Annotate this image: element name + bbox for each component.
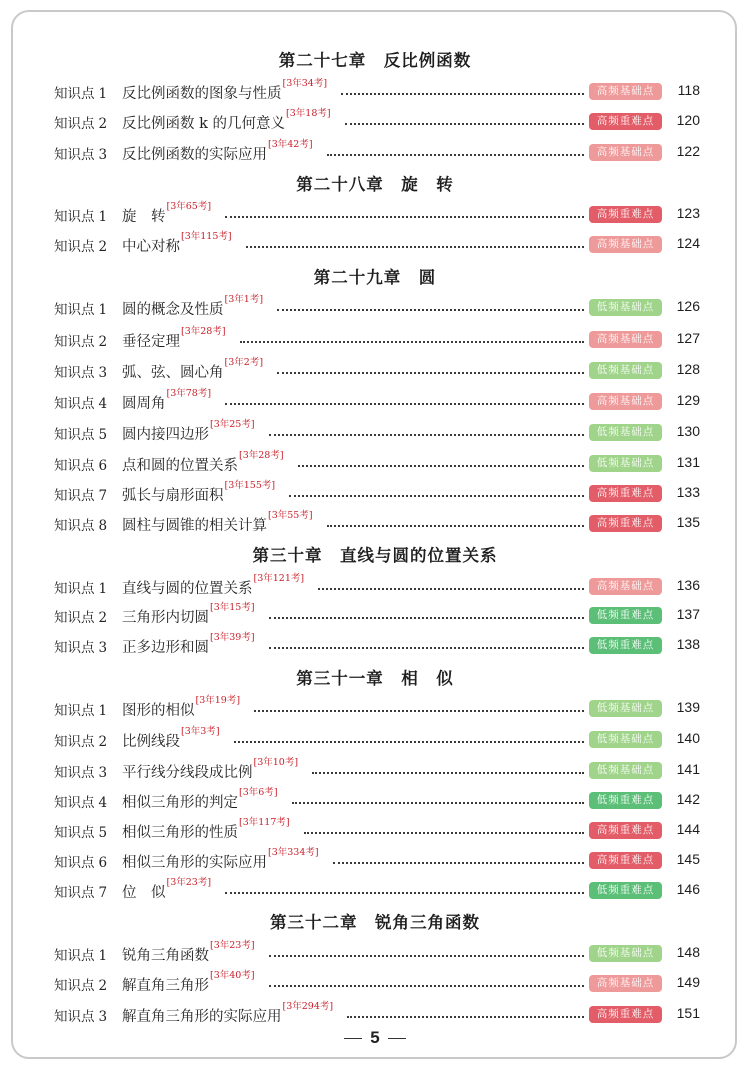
exam-frequency: [3年2考]: [224, 357, 264, 368]
dot-leader: [277, 309, 584, 311]
entry-title-wrap: [122, 108, 331, 133]
toc-entry[interactable]: [0, 141, 750, 167]
kp-prefix: 知识点: [54, 640, 95, 656]
entry-title[interactable]: 反比例函数 k 的几何意义: [122, 116, 286, 132]
page-ref[interactable]: 137: [676, 606, 700, 622]
kp-number: 5: [98, 427, 108, 443]
exam-frequency-text: 3年28考: [184, 326, 222, 337]
kp-prefix: 知识点: [54, 302, 95, 318]
exam-frequency: [3年15考]: [210, 602, 255, 613]
dot-leader: [269, 985, 584, 987]
toc-entry[interactable]: [0, 110, 750, 136]
toc-entry[interactable]: [0, 575, 750, 601]
exam-frequency-text: 3年39考: [213, 632, 251, 643]
kp-prefix: 知识点: [54, 855, 95, 871]
dot-leader: [225, 403, 584, 405]
entry-title-wrap: [122, 573, 305, 598]
dot-leader: [327, 154, 584, 156]
exam-frequency-text: 3年78考: [170, 388, 208, 399]
dot-leader: [225, 892, 584, 894]
exam-frequency: [3年78考]: [166, 388, 212, 399]
dot-leader: [269, 434, 584, 436]
category-badge: 高频基础点: [589, 83, 662, 100]
category-badge: 高频基础点: [589, 331, 662, 348]
kp-prefix: 知识点: [54, 458, 95, 474]
toc-entry[interactable]: [0, 942, 750, 968]
toc-entry[interactable]: [0, 819, 750, 845]
exam-frequency: [3年42考]: [268, 139, 313, 150]
knowledge-point-label: [54, 361, 107, 381]
entry-title-wrap: [122, 757, 299, 782]
knowledge-point-label: [54, 82, 107, 102]
page-ref[interactable]: 144: [676, 821, 700, 837]
entry-title[interactable]: 圆周角: [122, 396, 166, 412]
kp-prefix: 知识点: [54, 765, 95, 781]
exam-frequency: [3年1考]: [224, 294, 264, 305]
exam-frequency: [3年23考]: [166, 877, 212, 888]
knowledge-point-label: [54, 235, 107, 255]
entry-title-wrap: [122, 201, 212, 226]
kp-number: 6: [98, 458, 108, 474]
toc-entry[interactable]: [0, 879, 750, 905]
dot-leader: [269, 617, 584, 619]
category-badge: 高频基础点: [589, 578, 662, 595]
entry-title-wrap: [122, 695, 241, 720]
toc-entry[interactable]: [0, 849, 750, 875]
kp-prefix: 知识点: [54, 795, 95, 811]
exam-frequency-text: 3年42考: [271, 139, 309, 150]
exam-frequency-text: 3年6考: [242, 787, 274, 798]
page-ref[interactable]: 120: [676, 112, 700, 128]
entry-title[interactable]: 锐角三角函数: [122, 948, 209, 964]
kp-prefix: 知识点: [54, 488, 95, 504]
knowledge-point-label: [54, 944, 107, 964]
page-ref[interactable]: 151: [676, 1005, 700, 1021]
exam-frequency: [3年28考]: [181, 326, 226, 337]
toc-entry[interactable]: [0, 233, 750, 259]
dot-leader: [225, 216, 584, 218]
knowledge-point-label: [54, 636, 107, 656]
page-ref[interactable]: 126: [676, 298, 700, 314]
entry-title-wrap: [122, 817, 290, 842]
exam-frequency: [3年155考]: [224, 480, 276, 491]
exam-frequency: [3年334考]: [268, 847, 319, 858]
category-badge: 低频重难点: [589, 882, 662, 899]
entry-title[interactable]: 直线与圆的位置关系: [122, 581, 253, 597]
page-ref[interactable]: 141: [676, 761, 700, 777]
kp-number: 2: [98, 734, 108, 750]
category-badge: 低频基础点: [589, 945, 662, 962]
category-badge: 低频基础点: [589, 731, 662, 748]
footer-dash-right: [388, 1038, 406, 1039]
knowledge-point-label: [54, 851, 107, 871]
knowledge-point-label: [54, 112, 107, 132]
entry-title[interactable]: 相似三角形的性质: [122, 825, 238, 841]
exam-frequency-text: 3年121考: [257, 573, 301, 584]
kp-prefix: 知识点: [54, 825, 95, 841]
exam-frequency-text: 3年65考: [170, 201, 208, 212]
dot-leader: [312, 772, 584, 774]
exam-frequency-text: 3年25考: [213, 419, 251, 430]
exam-frequency-text: 3年19考: [199, 695, 237, 706]
toc-entry[interactable]: [0, 972, 750, 998]
kp-prefix: 知识点: [54, 978, 95, 994]
kp-prefix: 知识点: [54, 86, 95, 102]
page-ref[interactable]: 138: [676, 636, 700, 652]
dot-leader: [298, 465, 584, 467]
kp-number: 2: [98, 978, 108, 994]
kp-number: 1: [98, 948, 108, 964]
exam-frequency: [3年115考]: [181, 231, 232, 242]
category-badge: 高频重难点: [589, 1006, 662, 1023]
exam-frequency-text: 3年3考: [184, 726, 216, 737]
exam-frequency-text: 3年1考: [228, 294, 260, 305]
page-ref[interactable]: 129: [676, 392, 700, 408]
page-ref[interactable]: 136: [676, 577, 700, 593]
entry-title[interactable]: 比例线段: [122, 734, 180, 750]
exam-frequency-text: 3年23考: [170, 877, 208, 888]
page-ref[interactable]: 124: [676, 235, 700, 251]
page-ref[interactable]: 131: [676, 454, 700, 470]
category-badge: 高频重难点: [589, 206, 662, 223]
dot-leader: [347, 1016, 584, 1018]
exam-frequency-text: 3年294考: [286, 1001, 330, 1012]
entry-title[interactable]: 圆柱与圆锥的相关计算: [122, 518, 267, 534]
knowledge-point-label: [54, 423, 107, 443]
entry-title[interactable]: 弧、弦、圆心角: [122, 365, 224, 381]
kp-number: 8: [98, 518, 108, 534]
kp-number: 3: [98, 765, 108, 781]
toc-entry[interactable]: [0, 452, 750, 478]
dot-leader: [269, 955, 584, 957]
entry-title[interactable]: 圆内接四边形: [122, 427, 209, 443]
kp-prefix: 知识点: [54, 734, 95, 750]
dot-leader: [254, 710, 584, 712]
kp-prefix: 知识点: [54, 365, 95, 381]
page-ref[interactable]: 145: [676, 851, 700, 867]
knowledge-point-label: [54, 298, 107, 318]
category-badge: 低频基础点: [589, 362, 662, 379]
page-footer: [0, 1028, 750, 1048]
knowledge-point-label: [54, 730, 107, 750]
exam-frequency: [3年34考]: [282, 78, 328, 89]
exam-frequency-text: 3年155考: [228, 480, 272, 491]
category-badge: 低频基础点: [589, 455, 662, 472]
kp-number: 2: [98, 610, 108, 626]
entry-title-wrap: [122, 78, 328, 103]
category-badge: 高频基础点: [589, 236, 662, 253]
entry-title-wrap: [122, 1001, 334, 1026]
kp-number: 5: [98, 825, 108, 841]
kp-number: 1: [98, 302, 108, 318]
entry-title-wrap: [122, 940, 255, 965]
kp-number: 1: [98, 703, 108, 719]
page-ref[interactable]: 127: [676, 330, 700, 346]
entry-title[interactable]: 圆的概念及性质: [122, 302, 224, 318]
knowledge-point-label: [54, 699, 107, 719]
entry-title[interactable]: 解直角三角形的实际应用: [122, 1009, 282, 1025]
entry-title-wrap: [122, 787, 278, 812]
category-badge: 低频基础点: [589, 762, 662, 779]
chapter-title: 第三十一章 相 似: [296, 669, 454, 688]
exam-frequency-text: 3年10考: [257, 757, 295, 768]
kp-number: 7: [98, 885, 108, 901]
toc-entry[interactable]: [0, 296, 750, 322]
exam-frequency: [3年65考]: [166, 201, 212, 212]
kp-number: 3: [98, 147, 108, 163]
category-badge: 低频基础点: [589, 700, 662, 717]
exam-frequency-text: 3年117考: [242, 817, 286, 828]
kp-number: 6: [98, 855, 108, 871]
toc-entry[interactable]: [0, 390, 750, 416]
kp-number: 2: [98, 334, 108, 350]
knowledge-point-label: [54, 761, 107, 781]
toc-entry[interactable]: [0, 328, 750, 354]
category-badge: 高频基础点: [589, 144, 662, 161]
exam-frequency-text: 3年28考: [242, 450, 280, 461]
kp-prefix: 知识点: [54, 1009, 95, 1025]
chapter-title: 第二十八章 旋 转: [296, 175, 454, 194]
entry-title[interactable]: 相似三角形的实际应用: [122, 855, 267, 871]
kp-number: 1: [98, 209, 108, 225]
category-badge: 高频重难点: [589, 113, 662, 130]
category-badge: 低频重难点: [589, 637, 662, 654]
kp-prefix: 知识点: [54, 209, 95, 225]
knowledge-point-label: [54, 330, 107, 350]
knowledge-point-label: [54, 454, 107, 474]
exam-frequency: [3年10考]: [253, 757, 299, 768]
kp-prefix: 知识点: [54, 948, 95, 964]
kp-number: 3: [98, 365, 108, 381]
exam-frequency: [3年55考]: [268, 510, 313, 521]
category-badge: 高频基础点: [589, 975, 662, 992]
knowledge-point-label: [54, 606, 107, 626]
chapter-title: 第二十七章 反比例函数: [278, 51, 472, 70]
exam-frequency: [3年6考]: [239, 787, 278, 798]
toc-entry[interactable]: [0, 1003, 750, 1029]
knowledge-point-label: [54, 577, 107, 597]
toc-entry[interactable]: [0, 697, 750, 723]
kp-prefix: 知识点: [54, 427, 95, 443]
dot-leader: [292, 802, 584, 804]
dot-leader: [327, 525, 584, 527]
kp-number: 1: [98, 581, 108, 597]
entry-title-wrap: [122, 326, 226, 351]
entry-title-wrap: [122, 970, 255, 995]
page-ref[interactable]: 142: [676, 791, 700, 807]
category-badge: 高频重难点: [589, 515, 662, 532]
entry-title[interactable]: 垂径定理: [122, 334, 180, 350]
exam-frequency: [3年3考]: [181, 726, 220, 737]
dot-leader: [246, 246, 584, 248]
toc-entry[interactable]: [0, 789, 750, 815]
page-ref[interactable]: 149: [676, 974, 700, 990]
kp-number: 3: [98, 640, 108, 656]
exam-frequency: [3年117考]: [239, 817, 290, 828]
kp-prefix: 知识点: [54, 703, 95, 719]
kp-number: 2: [98, 116, 108, 132]
category-badge: 低频重难点: [589, 607, 662, 624]
entry-title[interactable]: 中心对称: [122, 239, 180, 255]
category-badge: 高频重难点: [589, 822, 662, 839]
page-ref[interactable]: 122: [676, 143, 700, 159]
kp-number: 4: [98, 396, 108, 412]
page-ref[interactable]: 118: [677, 82, 700, 98]
exam-frequency: [3年18考]: [286, 108, 331, 119]
exam-frequency: [3年294考]: [282, 1001, 334, 1012]
entry-title[interactable]: 弧长与扇形面积: [122, 488, 224, 504]
entry-title[interactable]: 位 似: [122, 885, 166, 901]
exam-frequency-text: 3年40考: [213, 970, 251, 981]
exam-frequency-text: 3年23考: [213, 940, 251, 951]
toc-entry[interactable]: [0, 80, 750, 106]
exam-frequency-text: 3年55考: [271, 510, 309, 521]
page-number: 5: [370, 1028, 380, 1047]
page-ref[interactable]: 133: [676, 484, 700, 500]
page-ref[interactable]: 139: [676, 699, 700, 715]
dot-leader: [269, 647, 584, 649]
entry-title[interactable]: 点和圆的位置关系: [122, 458, 238, 474]
exam-frequency-text: 3年334考: [271, 847, 315, 858]
page-ref[interactable]: 123: [676, 205, 700, 221]
toc-entry[interactable]: [0, 759, 750, 785]
entry-title-wrap: [122, 450, 284, 475]
entry-title[interactable]: 旋 转: [122, 209, 166, 225]
chapter-title: 第三十二章 锐角三角函数: [270, 913, 480, 932]
exam-frequency-text: 3年18考: [289, 108, 327, 119]
kp-number: 3: [98, 1009, 108, 1025]
dot-leader: [318, 588, 584, 590]
toc-entry[interactable]: [0, 634, 750, 660]
knowledge-point-label: [54, 205, 107, 225]
category-badge: 高频重难点: [589, 485, 662, 502]
kp-prefix: 知识点: [54, 147, 95, 163]
kp-number: 7: [98, 488, 108, 504]
page-ref[interactable]: 130: [676, 423, 700, 439]
dot-leader: [234, 741, 584, 743]
knowledge-point-label: [54, 514, 107, 534]
page-ref[interactable]: 140: [676, 730, 700, 746]
kp-prefix: 知识点: [54, 239, 95, 255]
knowledge-point-label: [54, 1005, 107, 1025]
page-ref[interactable]: 135: [676, 514, 700, 530]
exam-frequency: [3年23考]: [210, 940, 255, 951]
exam-frequency: [3年121考]: [253, 573, 305, 584]
exam-frequency: [3年28考]: [239, 450, 284, 461]
entry-title[interactable]: 反比例函数的实际应用: [122, 147, 267, 163]
entry-title-wrap: [122, 847, 319, 872]
entry-title[interactable]: 平行线分线段成比例: [122, 765, 253, 781]
knowledge-point-label: [54, 392, 107, 412]
kp-number: 4: [98, 795, 108, 811]
entry-title-wrap: [122, 510, 313, 535]
entry-title-wrap: [122, 877, 212, 902]
exam-frequency: [3年19考]: [195, 695, 241, 706]
dot-leader: [277, 372, 584, 374]
entry-title[interactable]: 解直角三角形: [122, 978, 209, 994]
toc-entry[interactable]: [0, 482, 750, 508]
entry-title[interactable]: 三角形内切圆: [122, 610, 209, 626]
dot-leader: [333, 862, 584, 864]
entry-title-wrap: [122, 357, 264, 382]
chapter-title: 第二十九章 圆: [313, 268, 437, 287]
entry-title[interactable]: 相似三角形的判定: [122, 795, 238, 811]
kp-prefix: 知识点: [54, 581, 95, 597]
exam-frequency-text: 3年15考: [213, 602, 251, 613]
exam-frequency-text: 3年115考: [184, 231, 228, 242]
entry-title-wrap: [122, 419, 255, 444]
toc-entry[interactable]: [0, 421, 750, 447]
exam-frequency: [3年25考]: [210, 419, 255, 430]
kp-prefix: 知识点: [54, 396, 95, 412]
entry-title[interactable]: 正多边形和圆: [122, 640, 209, 656]
category-badge: 低频基础点: [589, 299, 662, 316]
kp-prefix: 知识点: [54, 610, 95, 626]
knowledge-point-label: [54, 881, 107, 901]
toc-entry[interactable]: [0, 359, 750, 385]
toc-entry[interactable]: [0, 203, 750, 229]
knowledge-point-label: [54, 484, 107, 504]
entry-title-wrap: [122, 480, 276, 505]
kp-prefix: 知识点: [54, 334, 95, 350]
page-ref[interactable]: 146: [676, 881, 700, 897]
entry-title-wrap: [122, 139, 313, 164]
exam-frequency-text: 3年2考: [228, 357, 260, 368]
dot-leader: [240, 341, 584, 343]
dot-leader: [345, 123, 584, 125]
kp-number: 1: [98, 86, 108, 102]
entry-title-wrap: [122, 294, 264, 319]
category-badge: 低频基础点: [589, 424, 662, 441]
exam-frequency-text: 3年34考: [286, 78, 324, 89]
exam-frequency: [3年39考]: [210, 632, 255, 643]
kp-prefix: 知识点: [54, 518, 95, 534]
entry-title-wrap: [122, 231, 232, 256]
kp-prefix: 知识点: [54, 885, 95, 901]
category-badge: 高频基础点: [589, 393, 662, 410]
entry-title[interactable]: 图形的相似: [122, 703, 195, 719]
dot-leader: [341, 93, 584, 95]
kp-number: 2: [98, 239, 108, 255]
entry-title[interactable]: 反比例函数的图象与性质: [122, 86, 282, 102]
dot-leader: [289, 495, 584, 497]
dot-leader: [304, 832, 584, 834]
toc-entry[interactable]: [0, 604, 750, 630]
chapter-title: 第三十章 直线与圆的位置关系: [252, 546, 498, 565]
knowledge-point-label: [54, 791, 107, 811]
toc-entry[interactable]: [0, 512, 750, 538]
knowledge-point-label: [54, 143, 107, 163]
category-badge: 低频重难点: [589, 792, 662, 809]
entry-title-wrap: [122, 602, 255, 627]
entry-title-wrap: [122, 632, 255, 657]
toc-entry[interactable]: [0, 728, 750, 754]
knowledge-point-label: [54, 974, 107, 994]
page-ref[interactable]: 128: [676, 361, 700, 377]
page-ref[interactable]: 148: [676, 944, 700, 960]
entry-title-wrap: [122, 388, 212, 413]
category-badge: 高频重难点: [589, 852, 662, 869]
exam-frequency: [3年40考]: [210, 970, 255, 981]
entry-title-wrap: [122, 726, 220, 751]
footer-dash-left: [344, 1038, 362, 1039]
kp-prefix: 知识点: [54, 116, 95, 132]
knowledge-point-label: [54, 821, 107, 841]
